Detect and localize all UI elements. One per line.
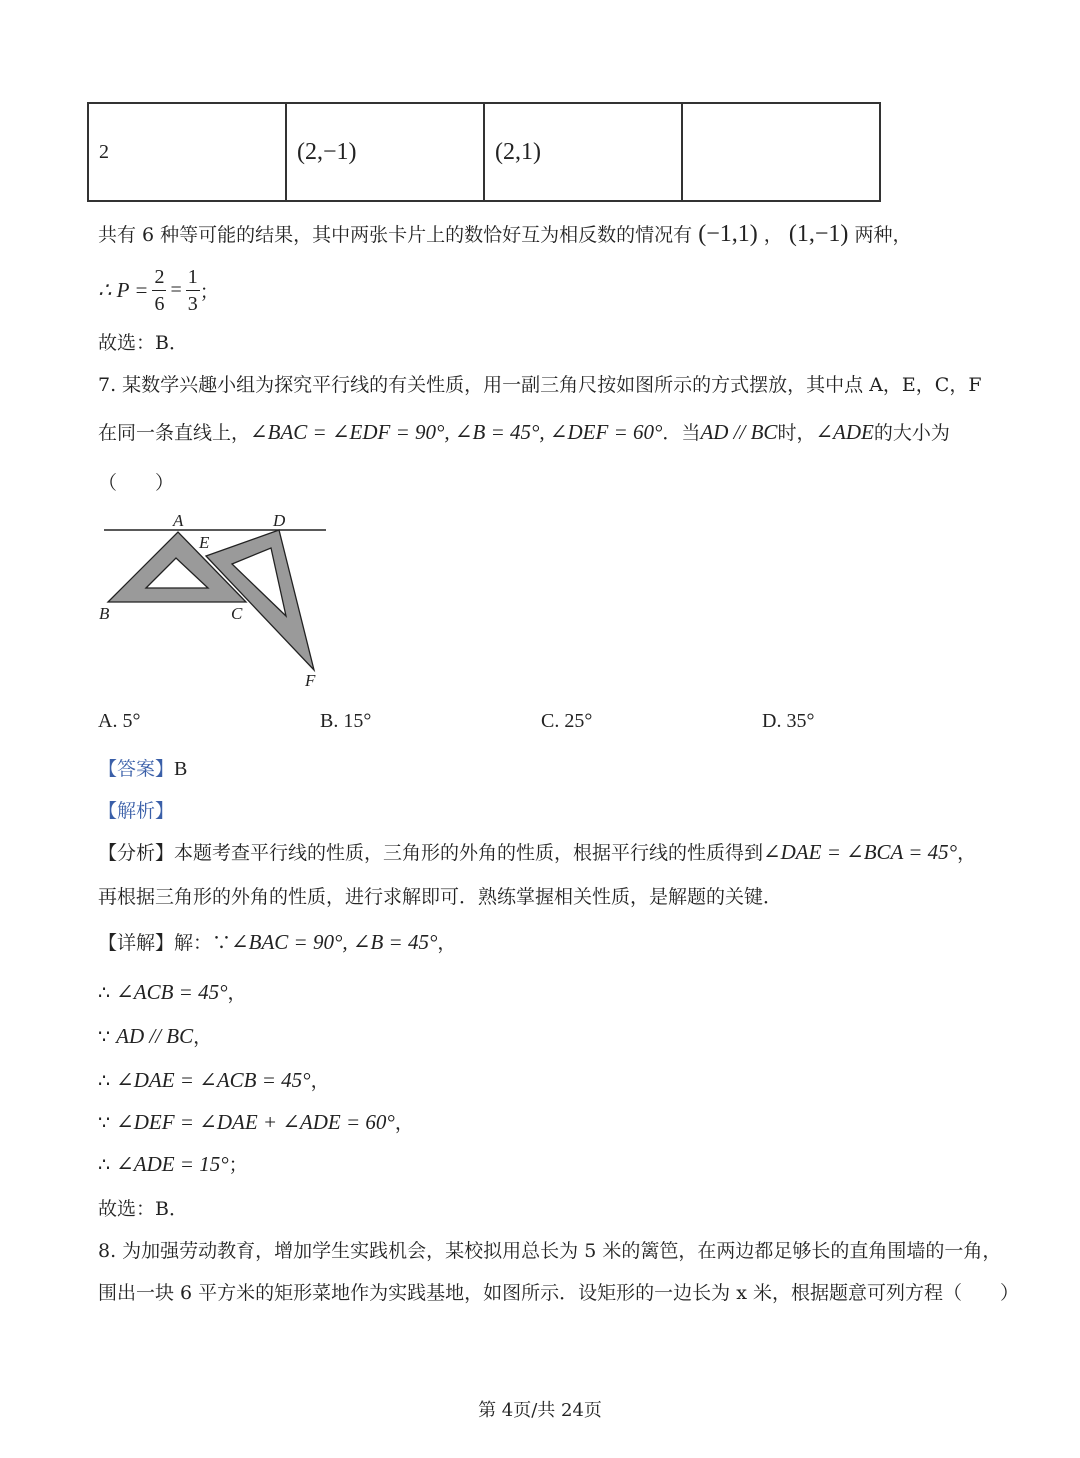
prob-tail: ；: [199, 280, 219, 303]
table-cell: 2: [88, 103, 286, 201]
step-math: ∠ADE = 15°: [116, 1152, 229, 1176]
table-cell: [682, 103, 880, 201]
fenxi-math: ∠DAE = ∠BCA = 45°: [763, 840, 958, 864]
option-c: C. 25°: [541, 710, 593, 732]
step-line: [98, 1066, 330, 1093]
q7-parallel: AD // BC: [700, 420, 778, 444]
choose-line: 故选：B．: [98, 1198, 188, 1220]
choose-line: 故选：B．: [98, 332, 188, 354]
step-math: ∠ACB = 45°: [116, 980, 228, 1004]
step-symbol: ∵: [98, 1112, 111, 1134]
fenxi-line-1: [98, 838, 976, 865]
q7-blank: （ ）: [98, 472, 175, 494]
label-E: E: [199, 533, 210, 552]
step-line: [98, 1150, 248, 1177]
equals-sign: =: [170, 278, 182, 301]
triangle-rulers-figure: [96, 506, 336, 692]
fenxi-tag: 【分析】: [98, 842, 175, 864]
xiangjie-prefix: 解：∵: [174, 932, 232, 954]
q7-line-2: [98, 418, 950, 445]
option-a: A. 5°: [98, 710, 141, 732]
answer-tag: 【答案】: [98, 758, 175, 780]
option-b: B. 15°: [320, 710, 372, 732]
pair-sep: ，: [763, 224, 783, 246]
xiangjie-tag: 【详解】: [98, 932, 175, 954]
step-tail: ，: [193, 1026, 213, 1048]
page-footer: 第 4页/共 24页: [478, 1400, 602, 1421]
fenxi-tail: ，: [957, 842, 977, 864]
answer-line: [98, 754, 187, 781]
q7-text: 在同一条直线上，: [98, 422, 251, 444]
fraction-numerator: 1: [186, 264, 200, 291]
q8-line-1: 8. 为加强劳动教育，增加学生实践机会，某校拟用总长为 5 米的篱笆，在两边都足够长的直角围墙的一角，: [98, 1240, 1002, 1262]
xiangjie-tail: ，: [437, 932, 457, 954]
fraction-denominator: 6: [154, 292, 165, 315]
prob-prefix: ∴ P =: [98, 277, 149, 302]
table-cell: (2,1): [484, 103, 682, 201]
step-line: [98, 1108, 414, 1135]
fraction: [152, 264, 166, 317]
step-tail: ，: [310, 1070, 330, 1092]
step-tail: ；: [228, 1154, 248, 1176]
step-tail: ，: [227, 982, 247, 1004]
step-line: [98, 978, 246, 1005]
step-math: ∠DEF = ∠DAE + ∠ADE = 60°: [116, 1110, 395, 1134]
q7-text: ．当: [662, 422, 701, 444]
q7-text: 的大小为: [873, 422, 950, 444]
fraction-numerator: 2: [152, 264, 166, 291]
label-D: D: [273, 511, 286, 530]
label-A: A: [173, 511, 184, 530]
step-symbol: ∴: [98, 1070, 111, 1092]
table-row: [88, 103, 880, 201]
label-C: C: [231, 604, 243, 623]
q7-line-1: 7. 某数学兴趣小组为探究平行线的有关性质，用一副三角尺按如图所示的方式摆放，其中点 A，E，C，F: [98, 374, 982, 396]
step-tail: ，: [394, 1112, 414, 1134]
label-F: F: [305, 671, 316, 690]
fenxi-line-2: 再根据三角形的外角的性质，进行求解即可．熟练掌握相关性质，是解题的关键．: [98, 886, 783, 908]
pair-1: (−1,1): [698, 221, 758, 247]
xiangjie-math: ∠BAC = 90°, ∠B = 45°: [231, 930, 438, 954]
analysis-tag: 【解析】: [98, 800, 175, 822]
fraction-denominator: 3: [187, 292, 198, 315]
q7-text: 时，: [777, 422, 816, 444]
xiangjie-line: [98, 928, 456, 955]
q7-target-angle: ∠ADE: [815, 420, 874, 444]
result-tail: 两种，: [854, 224, 912, 246]
probability-line: [98, 262, 219, 318]
fraction: [186, 264, 200, 317]
step-symbol: ∴: [98, 982, 111, 1004]
fenxi-text: 本题考查平行线的性质，三角形的外角的性质，根据平行线的性质得到: [174, 842, 764, 864]
step-symbol: ∵: [98, 1026, 111, 1048]
result-line: [98, 220, 911, 248]
table-cell: (2,−1): [286, 103, 484, 201]
answer-value: B: [174, 758, 188, 780]
q7-condition: ∠BAC = ∠EDF = 90°, ∠B = 45°, ∠DEF = 60°: [250, 420, 663, 444]
result-text: 共有 6 种等可能的结果，其中两张卡片上的数恰好互为相反数的情况有: [98, 224, 693, 246]
pair-2: (1,−1): [788, 221, 849, 247]
label-B: B: [99, 604, 110, 623]
step-symbol: ∴: [98, 1154, 111, 1176]
outcome-table: [87, 102, 881, 202]
step-math: ∠DAE = ∠ACB = 45°: [116, 1068, 311, 1092]
q8-line-2: 围出一块 6 平方米的矩形菜地作为实践基地，如图所示．设矩形的一边长为 x 米，根据题意可列方程（ ）: [98, 1282, 1019, 1304]
option-d: D. 35°: [762, 710, 815, 732]
step-math: AD // BC: [116, 1024, 194, 1048]
step-line: [98, 1022, 212, 1049]
